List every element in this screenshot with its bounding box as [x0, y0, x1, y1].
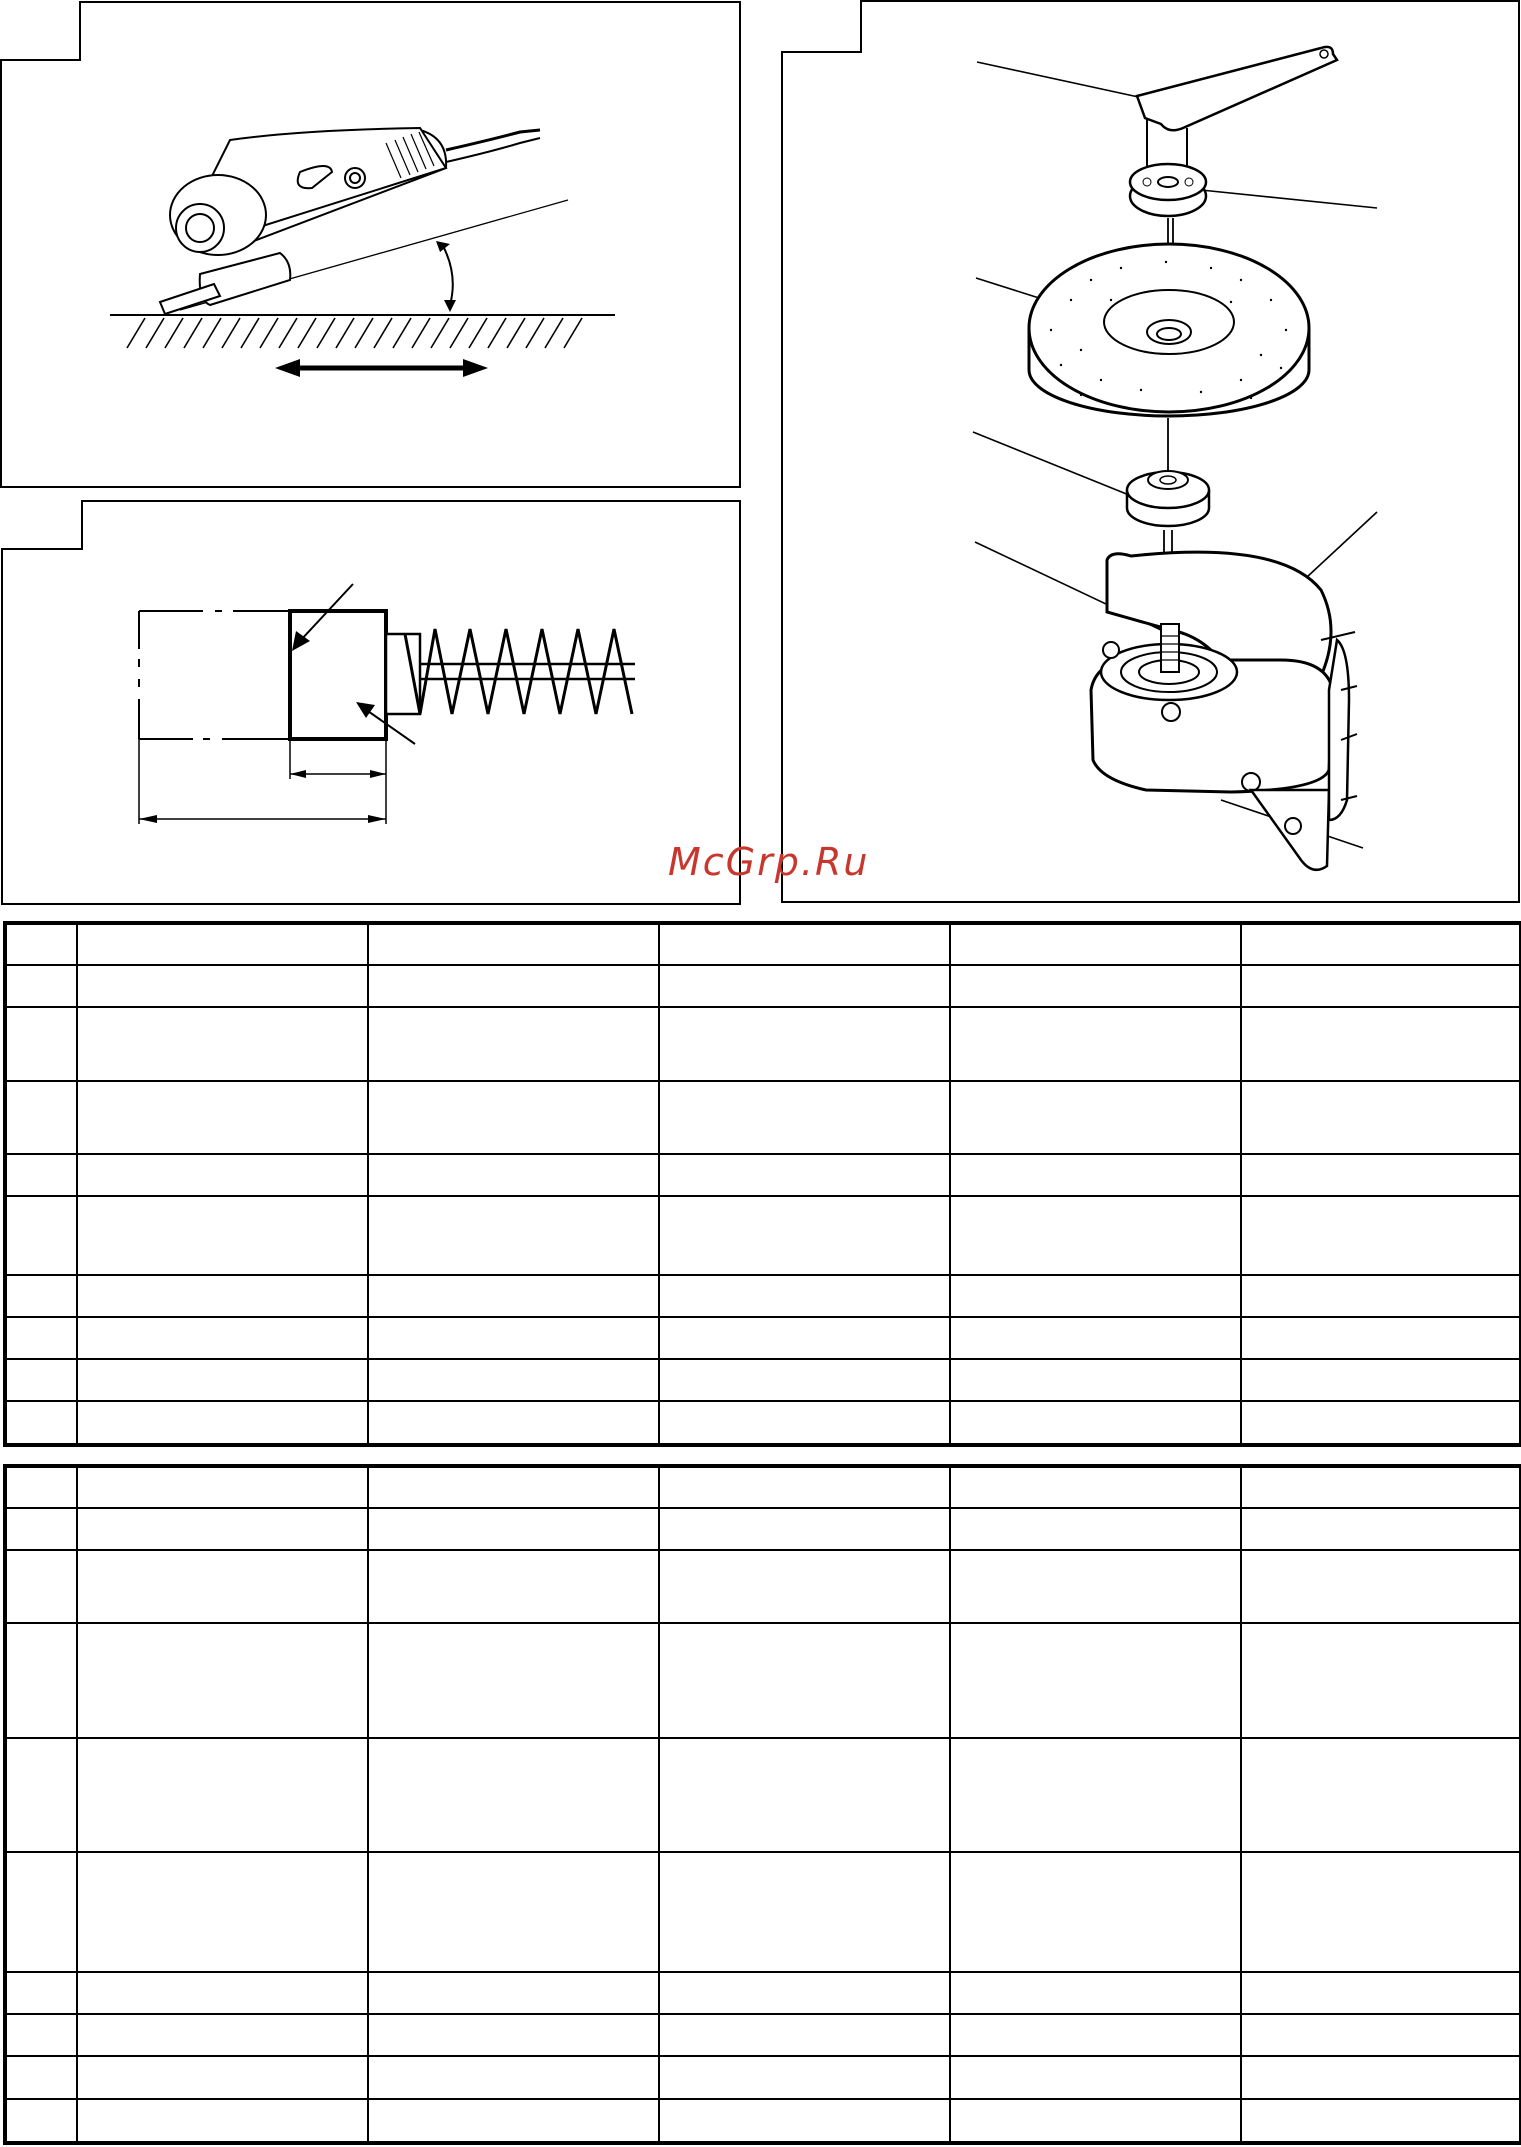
table-cell — [1241, 2099, 1521, 2143]
table-row — [5, 1623, 1521, 1738]
table-cell — [5, 1359, 77, 1401]
table-cell — [368, 2014, 659, 2056]
table-cell — [5, 1466, 77, 1508]
table-cell — [5, 1154, 77, 1196]
table-cell — [950, 1466, 1241, 1508]
table-cell — [77, 1007, 368, 1081]
table-cell — [77, 1623, 368, 1738]
table-cell — [950, 1738, 1241, 1853]
table-cell — [950, 965, 1241, 1007]
table-cell — [368, 923, 659, 965]
table-cell — [5, 1081, 77, 1154]
table-cell — [1241, 1466, 1521, 1508]
table-cell — [950, 923, 1241, 965]
table-row — [5, 1972, 1521, 2014]
table-cell — [368, 1466, 659, 1508]
table-cell — [1241, 1738, 1521, 1853]
table-cell — [77, 1852, 368, 1972]
table-cell — [368, 1852, 659, 1972]
table-cell — [77, 1466, 368, 1508]
table-cell — [77, 965, 368, 1007]
table-cell — [950, 1196, 1241, 1275]
table-cell — [368, 1508, 659, 1550]
table-cell — [1241, 1508, 1521, 1550]
table-cell — [659, 1196, 950, 1275]
table-cell — [77, 1550, 368, 1622]
spec-table-a — [3, 921, 1521, 1447]
table-cell — [77, 1738, 368, 1853]
table-cell — [77, 1081, 368, 1154]
table-cell — [5, 1550, 77, 1622]
table-cell — [950, 1154, 1241, 1196]
carbon-brush-wear-diagram-icon — [0, 499, 744, 907]
table-row — [5, 1196, 1521, 1275]
table-cell — [1241, 2056, 1521, 2098]
table-cell — [659, 1317, 950, 1359]
table-cell — [77, 1154, 368, 1196]
table-cell — [1241, 965, 1521, 1007]
table-cell — [368, 2056, 659, 2098]
table-cell — [1241, 2014, 1521, 2056]
table-cell — [659, 1081, 950, 1154]
table-cell — [368, 1359, 659, 1401]
table-cell — [950, 2014, 1241, 2056]
table-cell — [950, 2056, 1241, 2098]
table-cell — [77, 1317, 368, 1359]
table-cell — [1241, 1623, 1521, 1738]
table-row — [5, 1154, 1521, 1196]
table-row — [5, 1081, 1521, 1154]
table-cell — [1241, 1401, 1521, 1445]
table-cell — [1241, 1196, 1521, 1275]
spec-table-b — [3, 1464, 1521, 2145]
table-cell — [1241, 923, 1521, 965]
table-row — [5, 1852, 1521, 1972]
table-cell — [659, 923, 950, 965]
table-cell — [950, 1359, 1241, 1401]
table-cell — [950, 1317, 1241, 1359]
table-cell — [368, 1007, 659, 1081]
table-cell — [1241, 1359, 1521, 1401]
table-cell — [5, 1401, 77, 1445]
table-cell — [1241, 1317, 1521, 1359]
table-row — [5, 1550, 1521, 1622]
table-cell — [368, 1972, 659, 2014]
table-cell — [77, 1972, 368, 2014]
table-row — [5, 1401, 1521, 1445]
table-cell — [368, 1317, 659, 1359]
table-cell — [659, 1623, 950, 1738]
table-cell — [950, 1081, 1241, 1154]
table-cell — [659, 2056, 950, 2098]
table-cell — [77, 1275, 368, 1317]
table-cell — [950, 1852, 1241, 1972]
table-cell — [77, 2056, 368, 2098]
table-cell — [950, 1623, 1241, 1738]
table-cell — [659, 1972, 950, 2014]
table-row — [5, 2014, 1521, 2056]
table-row — [5, 965, 1521, 1007]
table-cell — [368, 1081, 659, 1154]
table-cell — [659, 1508, 950, 1550]
table-row — [5, 1738, 1521, 1853]
table-cell — [5, 2056, 77, 2098]
table-row — [5, 2056, 1521, 2098]
table-cell — [5, 1317, 77, 1359]
table-cell — [950, 1508, 1241, 1550]
table-cell — [5, 2099, 77, 2143]
table-cell — [368, 2099, 659, 2143]
wheel-assembly-exploded-view-icon — [781, 0, 1521, 905]
table-cell — [77, 2014, 368, 2056]
table-row — [5, 1508, 1521, 1550]
table-cell — [659, 1359, 950, 1401]
table-row — [5, 923, 1521, 965]
table-cell — [77, 1508, 368, 1550]
table-cell — [950, 1007, 1241, 1081]
table-cell — [659, 1852, 950, 1972]
table-cell — [368, 1623, 659, 1738]
table-cell — [950, 2099, 1241, 2143]
table-cell — [659, 1154, 950, 1196]
table-cell — [1241, 1275, 1521, 1317]
table-row — [5, 1317, 1521, 1359]
table-row — [5, 1007, 1521, 1081]
angle-grinder-at-angle-drawing-icon — [0, 0, 744, 490]
table-cell — [5, 923, 77, 965]
table-cell — [659, 1401, 950, 1445]
table-cell — [659, 1275, 950, 1317]
table-cell — [950, 1275, 1241, 1317]
table-row — [5, 1275, 1521, 1317]
table-cell — [5, 1196, 77, 1275]
table-cell — [659, 1550, 950, 1622]
table-cell — [659, 1466, 950, 1508]
table-cell — [5, 1852, 77, 1972]
table-cell — [368, 1738, 659, 1853]
table-row — [5, 2099, 1521, 2143]
table-cell — [1241, 1550, 1521, 1622]
table-cell — [5, 1623, 77, 1738]
table-cell — [77, 1401, 368, 1445]
table-cell — [5, 2014, 77, 2056]
table-cell — [659, 2014, 950, 2056]
table-row — [5, 1359, 1521, 1401]
figure-grinding-angle — [0, 0, 744, 490]
table-cell — [5, 1972, 77, 2014]
figure-wheel-assembly — [781, 0, 1521, 905]
table-cell — [368, 1550, 659, 1622]
table-cell — [77, 1359, 368, 1401]
table-cell — [950, 1550, 1241, 1622]
table-cell — [368, 1154, 659, 1196]
table-cell — [368, 1401, 659, 1445]
table-cell — [1241, 1972, 1521, 2014]
table-cell — [659, 1007, 950, 1081]
table-cell — [5, 1007, 77, 1081]
table-cell — [5, 1508, 77, 1550]
table-cell — [950, 1972, 1241, 2014]
table-cell — [368, 1275, 659, 1317]
table-cell — [1241, 1154, 1521, 1196]
table-cell — [1241, 1852, 1521, 1972]
table-cell — [5, 1275, 77, 1317]
table-cell — [368, 965, 659, 1007]
watermark: McGrp.Ru — [668, 840, 870, 884]
table-cell — [77, 2099, 368, 2143]
table-cell — [368, 1196, 659, 1275]
table-cell — [1241, 1081, 1521, 1154]
table-cell — [1241, 1007, 1521, 1081]
table-row — [5, 1466, 1521, 1508]
table-cell — [77, 923, 368, 965]
table-cell — [5, 965, 77, 1007]
table-cell — [659, 2099, 950, 2143]
table-cell — [5, 1738, 77, 1853]
table-cell — [659, 1738, 950, 1853]
figure-brush-wear — [0, 499, 744, 907]
table-cell — [950, 1401, 1241, 1445]
table-cell — [659, 965, 950, 1007]
table-cell — [77, 1196, 368, 1275]
